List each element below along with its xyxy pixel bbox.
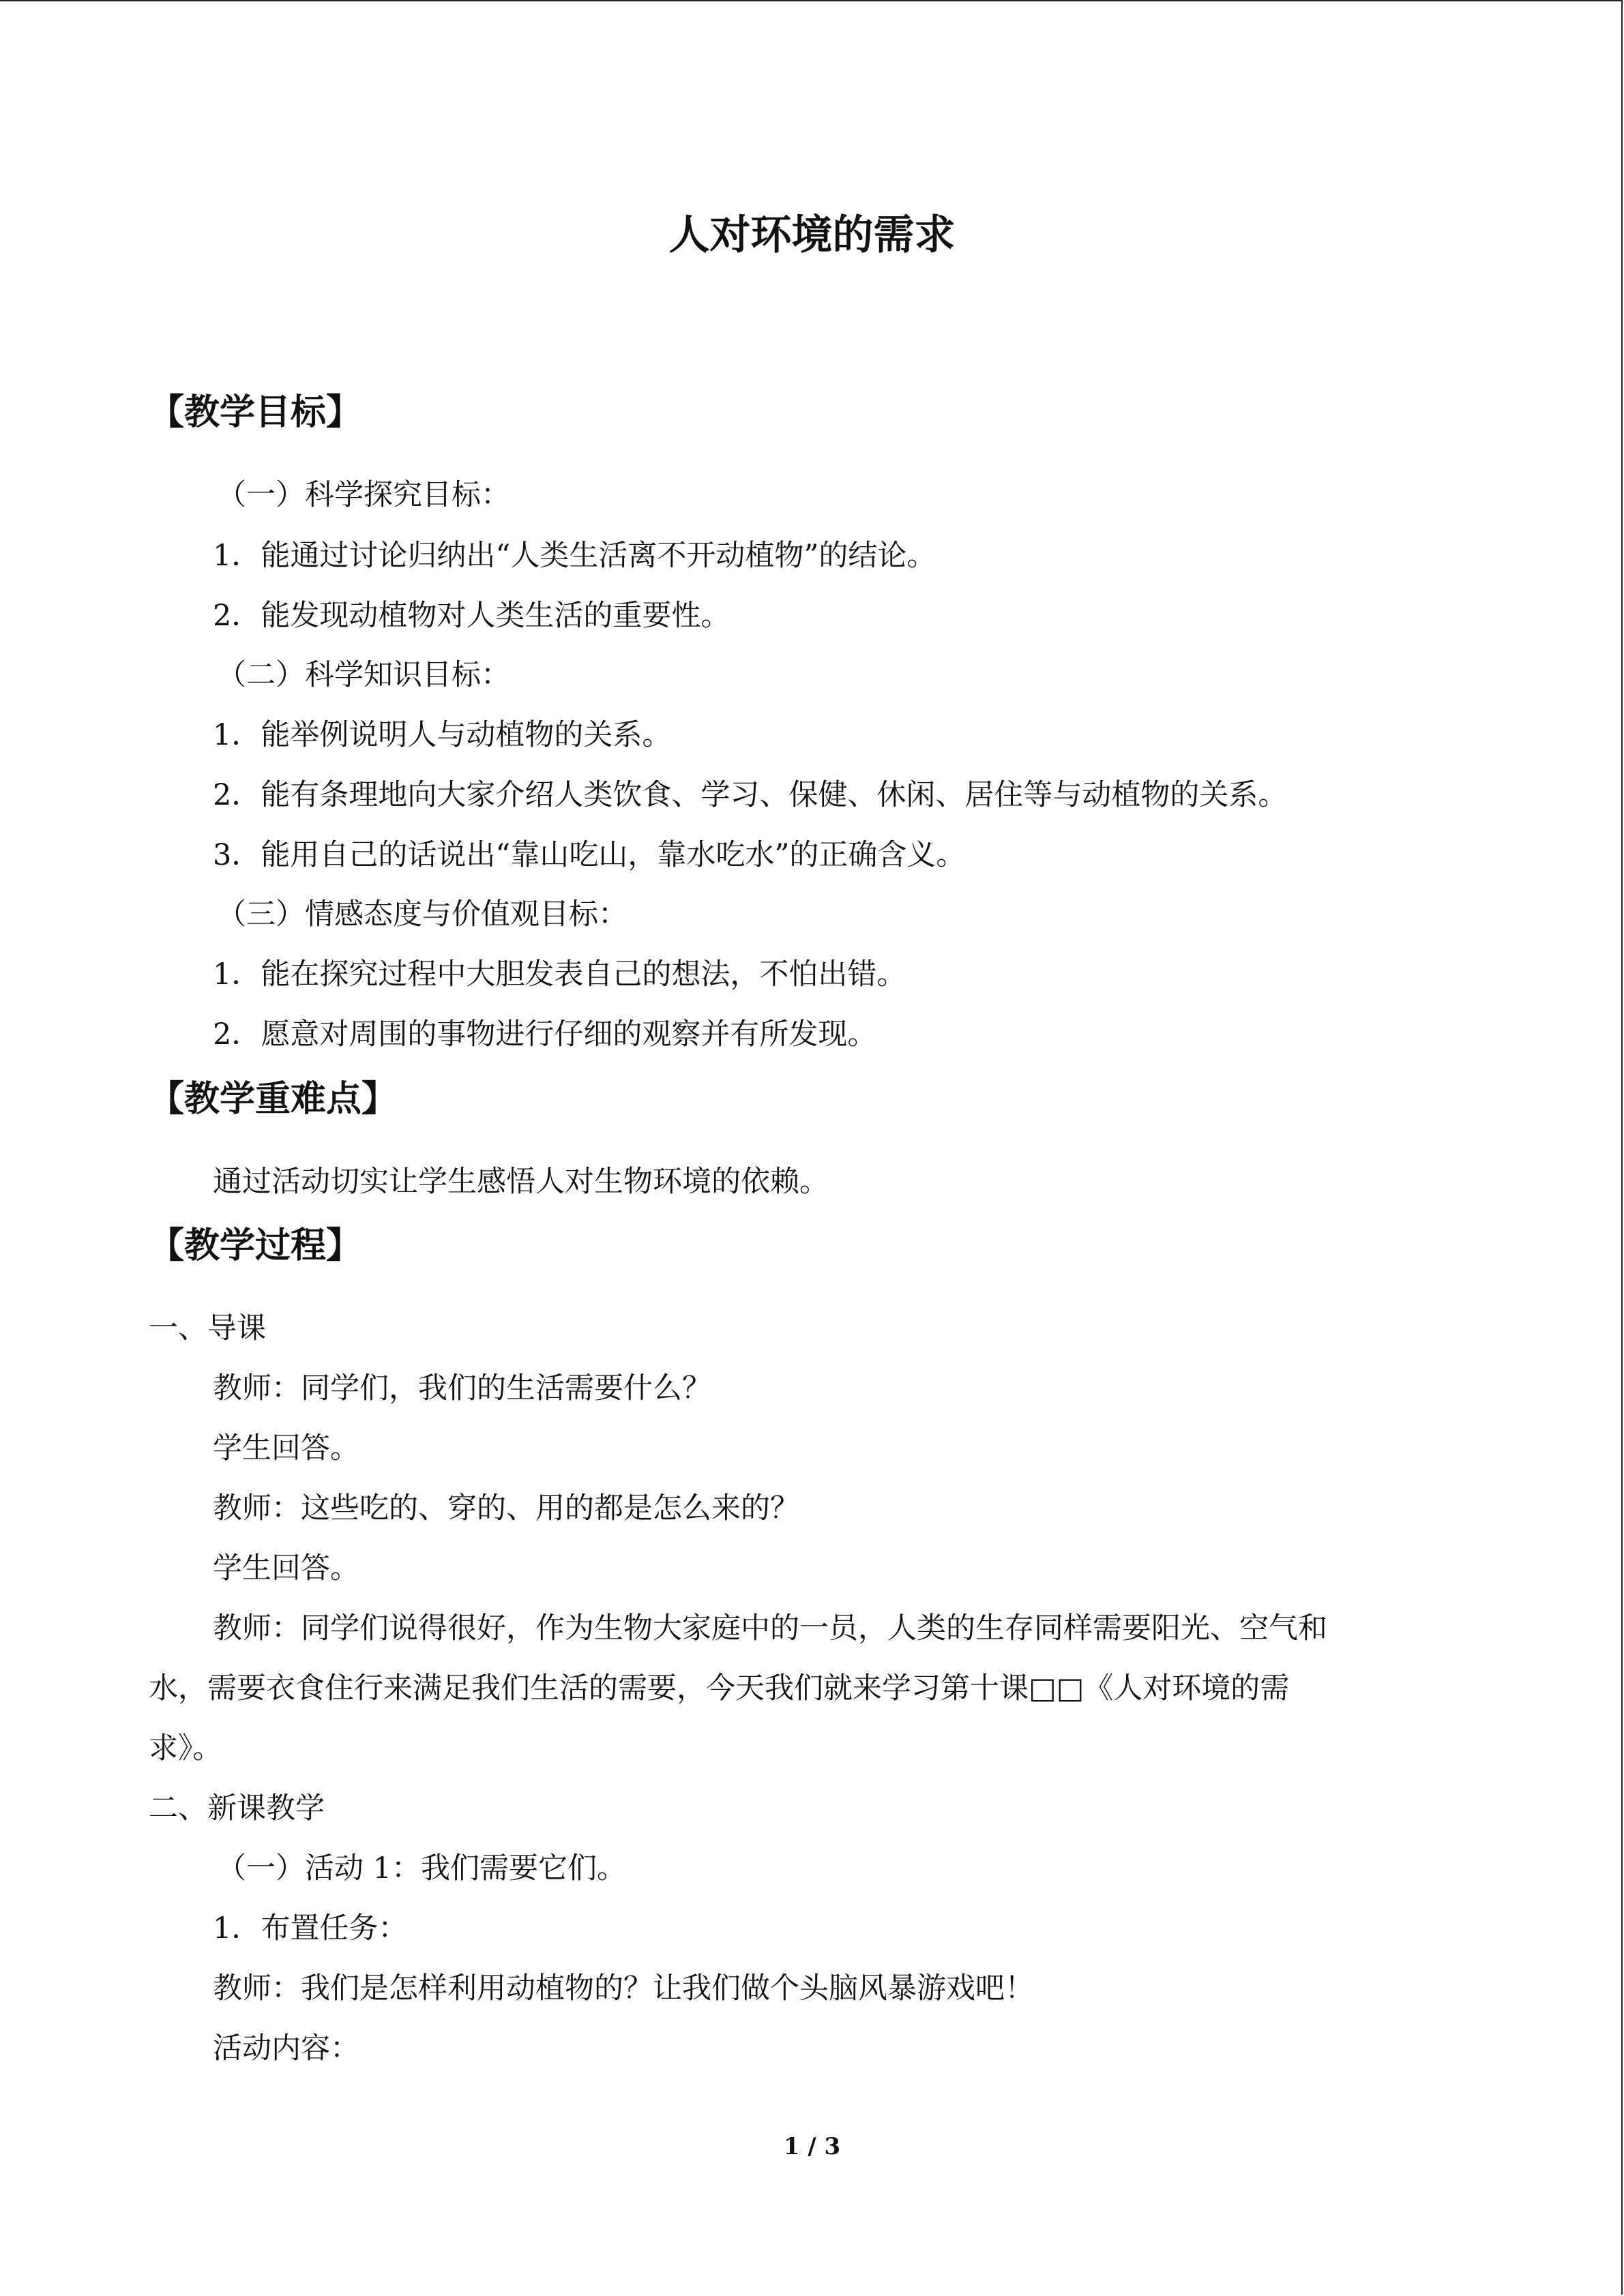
part-2-task: 1．布置任务：	[213, 1911, 408, 1945]
document-title: 人对环境的需求	[668, 211, 956, 259]
page-number: 1 / 3	[783, 2133, 841, 2160]
heading-key-points: 【教学重难点】	[149, 1079, 398, 1120]
goals-3-title: （三）情感态度与价值观目标：	[217, 897, 628, 931]
goals-2-title: （二）科学知识目标：	[217, 658, 510, 692]
heading-teaching-process: 【教学过程】	[149, 1225, 362, 1266]
goals-1-item-1: 1．能通过讨论归纳出“人类生活离不开动植物”的结论。	[213, 539, 936, 573]
heading-teaching-goals: 【教学目标】	[149, 392, 362, 433]
part-2-activity: （一）活动 1：我们需要它们。	[217, 1851, 627, 1885]
part-1-title: 一、导课	[149, 1311, 266, 1345]
part-2-teacher: 教师：我们是怎样利用动植物的？让我们做个头脑风暴游戏吧！	[213, 1971, 1034, 2006]
key-points-text: 通过活动切实让学生感悟人对生物环境的依赖。	[213, 1165, 829, 1199]
goals-1-item-2: 2．能发现动植物对人类生活的重要性。	[213, 599, 730, 633]
part-1-paragraph-line-1: 教师：同学们说得很好，作为生物大家庭中的一员，人类的生存同样需要阳光、空气和	[213, 1611, 1327, 1645]
part-2-title: 二、新课教学	[149, 1791, 325, 1825]
part-1-paragraph-line-2: 水，需要衣食住行来满足我们生活的需要，今天我们就来学习第十课□□《人对环境的需	[149, 1671, 1290, 1705]
part-1-line-3: 教师：这些吃的、穿的、用的都是怎么来的？	[213, 1491, 799, 1525]
part-2-content: 活动内容：	[213, 2031, 359, 2066]
part-1-paragraph-line-3: 求》。	[149, 1731, 222, 1765]
part-1-line-2: 学生回答。	[213, 1431, 359, 1465]
goals-2-item-3: 3．能用自己的话说出“靠山吃山，靠水吃水”的正确含义。	[213, 838, 966, 872]
goals-2-item-2: 2．能有条理地向大家介绍人类饮食、学习、保健、休闲、居住等与动植物的关系。	[213, 778, 1288, 812]
goals-3-item-2: 2．愿意对周围的事物进行仔细的观察并有所发现。	[213, 1017, 877, 1052]
goals-2-item-1: 1．能举例说明人与动植物的关系。	[213, 718, 672, 752]
part-1-line-1: 教师：同学们，我们的生活需要什么？	[213, 1371, 711, 1405]
goals-1-title: （一）科学探究目标：	[217, 478, 510, 512]
part-1-line-4: 学生回答。	[213, 1551, 359, 1585]
goals-3-item-1: 1．能在探究过程中大胆发表自己的想法，不怕出错。	[213, 957, 906, 992]
